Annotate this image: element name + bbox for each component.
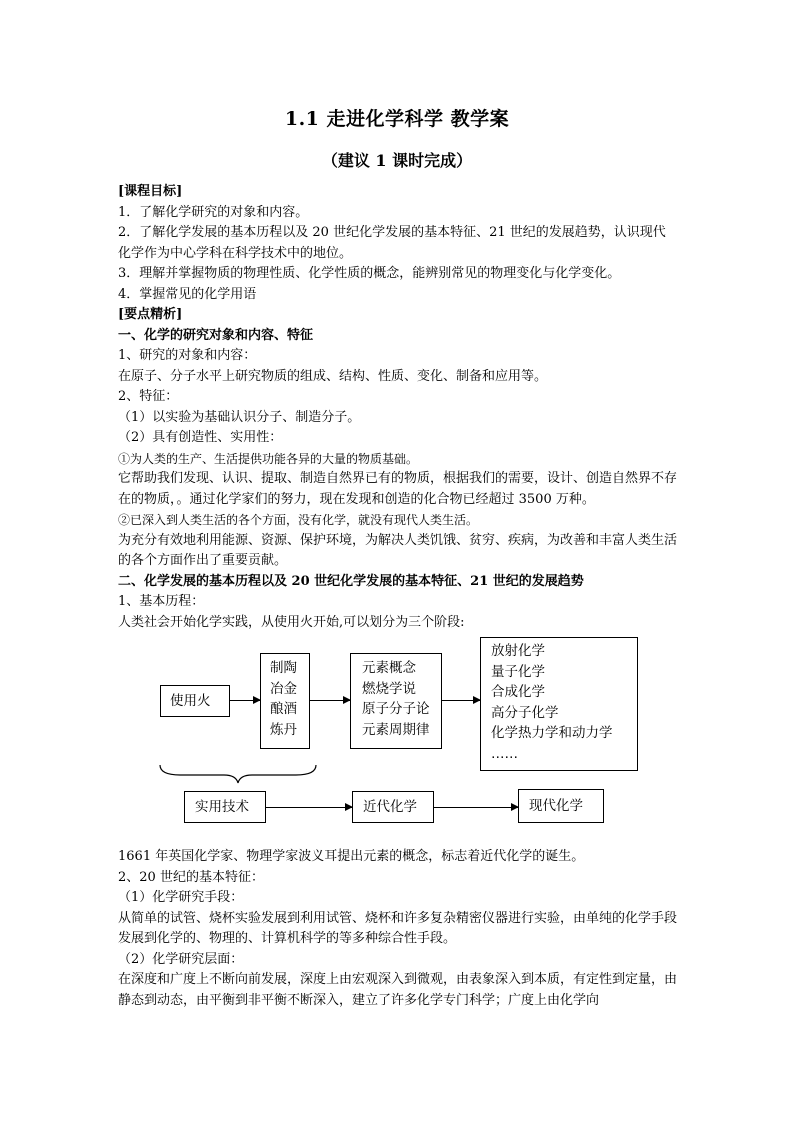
box-stage1 xyxy=(184,791,266,823)
arrow-crafts-to-theories xyxy=(310,700,350,701)
objective-item: 3．理解并掌握物质的物理性质、化学性质的概念，能辨别常见的物理变化与化学变化。 xyxy=(118,266,621,281)
paragraph: 2、特征： xyxy=(118,389,179,404)
section2-heading: 二、化学发展的基本历程以及 20 世纪化学发展的基本特征、21 世纪的发展趋势 xyxy=(118,573,584,589)
paragraph: 人类社会开始化学实践，从使用火开始,可以划分为三个阶段: xyxy=(118,614,465,630)
box-modern-item: 高分子化学 xyxy=(491,704,559,721)
paragraph: 1、研究的对象和内容： xyxy=(118,348,257,363)
box-modern-item: 放射化学 xyxy=(491,643,545,659)
document-body xyxy=(118,182,678,1011)
paragraph: 为充分有效地利用能源、资源、保护环境，为解决人类饥饿、贫穷、疾病，为改善和丰富人类生活的各个方面作出了重要贡献。 xyxy=(118,532,678,568)
paragraph: 1、基本历程： xyxy=(118,594,205,609)
box-theories-item: 元素概念 xyxy=(362,660,416,676)
paragraph: 在原子、分子水平上研究物质的组成、结构、性质、变化、制备和应用等。 xyxy=(118,368,548,384)
objective-item: 1．了解化学研究的对象和内容。 xyxy=(118,204,309,220)
paragraph: 2、20 世纪的基本特征： xyxy=(118,869,264,885)
document-title: 1.1 走进化学科学 教学案 xyxy=(284,108,510,130)
paragraph: 1661 年英国化学家、物理学家波义耳提出元素的概念，标志着近代化学的诞生。 xyxy=(118,849,585,864)
arrow-theories-to-modern xyxy=(442,700,480,701)
paragraph: （2）化学研究层面： xyxy=(118,951,244,967)
box-stage3-label: 现代化学 xyxy=(529,798,583,814)
box-crafts-item: 炼丹 xyxy=(270,721,297,738)
box-crafts-item: 制陶 xyxy=(270,660,297,676)
box-crafts-item: 冶金 xyxy=(270,680,297,697)
paragraph: 它帮助我们发现、认识、提取、制造自然界已有的物质，根据我们的需要，设计、创造自然界不存在的物质，。通过化学家们的努力，现在发现和创造的化合物已经超过 3500 万种。 xyxy=(118,471,678,507)
box-fire-label: 使用火 xyxy=(170,693,211,709)
arrow-fire-to-crafts xyxy=(230,700,260,701)
box-theories-item: 元素周期律 xyxy=(362,721,430,738)
box-theories-item: 原子分子论 xyxy=(362,701,430,717)
objective-item: 4．掌握常见的化学用语 xyxy=(118,286,257,302)
box-theories xyxy=(350,653,442,749)
history-flow-diagram xyxy=(118,637,678,845)
box-stage2 xyxy=(352,791,434,823)
paragraph: ②已深入到人类生活的各个方面，没有化学，就没有现代人类生活。 xyxy=(118,513,479,527)
box-theories-item: 燃烧学说 xyxy=(362,680,416,697)
box-fire xyxy=(160,685,230,717)
document-subtitle: （建议 1 课时完成） xyxy=(321,151,473,170)
arrow-stage2-to-stage3 xyxy=(434,807,518,808)
objective-item: 2．了解化学发展的基本历程以及 20 世纪化学发展的基本特征、21 世纪的发展趋势，认识现代化学作为中心学科在科学技术中的地位。 xyxy=(118,225,666,261)
box-modern xyxy=(480,637,638,771)
objectives-heading: [课程目标] xyxy=(118,184,183,199)
box-modern-item: 量子化学 xyxy=(491,663,545,680)
box-modern-item: 化学热力学和动力学 xyxy=(491,725,613,741)
box-crafts xyxy=(260,653,310,749)
paragraph: ①为人类的生产、生活提供功能各异的大量的物质基础。 xyxy=(118,451,419,466)
box-modern-item: 合成化学 xyxy=(491,684,545,700)
box-crafts-item: 酿酒 xyxy=(270,701,297,717)
box-modern-item: …… xyxy=(491,745,518,762)
analysis-heading: [要点精析] xyxy=(118,307,183,322)
paragraph: （1）以实验为基础认识分子、制造分子。 xyxy=(118,409,361,425)
paragraph: 在深度和广度上不断向前发展，深度上由宏观深入到微观，由表象深入到本质，有定性到定量，由静态到动态，由平衡到非平衡不断深入，建立了许多化学专门科学；广度上由化学向 xyxy=(118,972,678,1008)
brace-icon xyxy=(158,763,318,785)
box-stage2-label: 近代化学 xyxy=(363,799,417,815)
section1-heading: 一、化学的研究对象和内容、特征 xyxy=(118,327,314,343)
box-stage3 xyxy=(518,789,604,823)
paragraph: （2）具有创造性、实用性： xyxy=(118,430,283,445)
box-stage1-label: 实用技术 xyxy=(195,799,249,815)
paragraph: 从简单的试管、烧杯实验发展到利用试管、烧杯和许多复杂精密仪器进行实验，由单纯的化学手段发展到化学的、物理的、计算机科学的等多种综合性手段。 xyxy=(118,910,678,946)
arrow-stage1-to-stage2 xyxy=(266,807,352,808)
paragraph: （1）化学研究手段： xyxy=(118,890,244,905)
